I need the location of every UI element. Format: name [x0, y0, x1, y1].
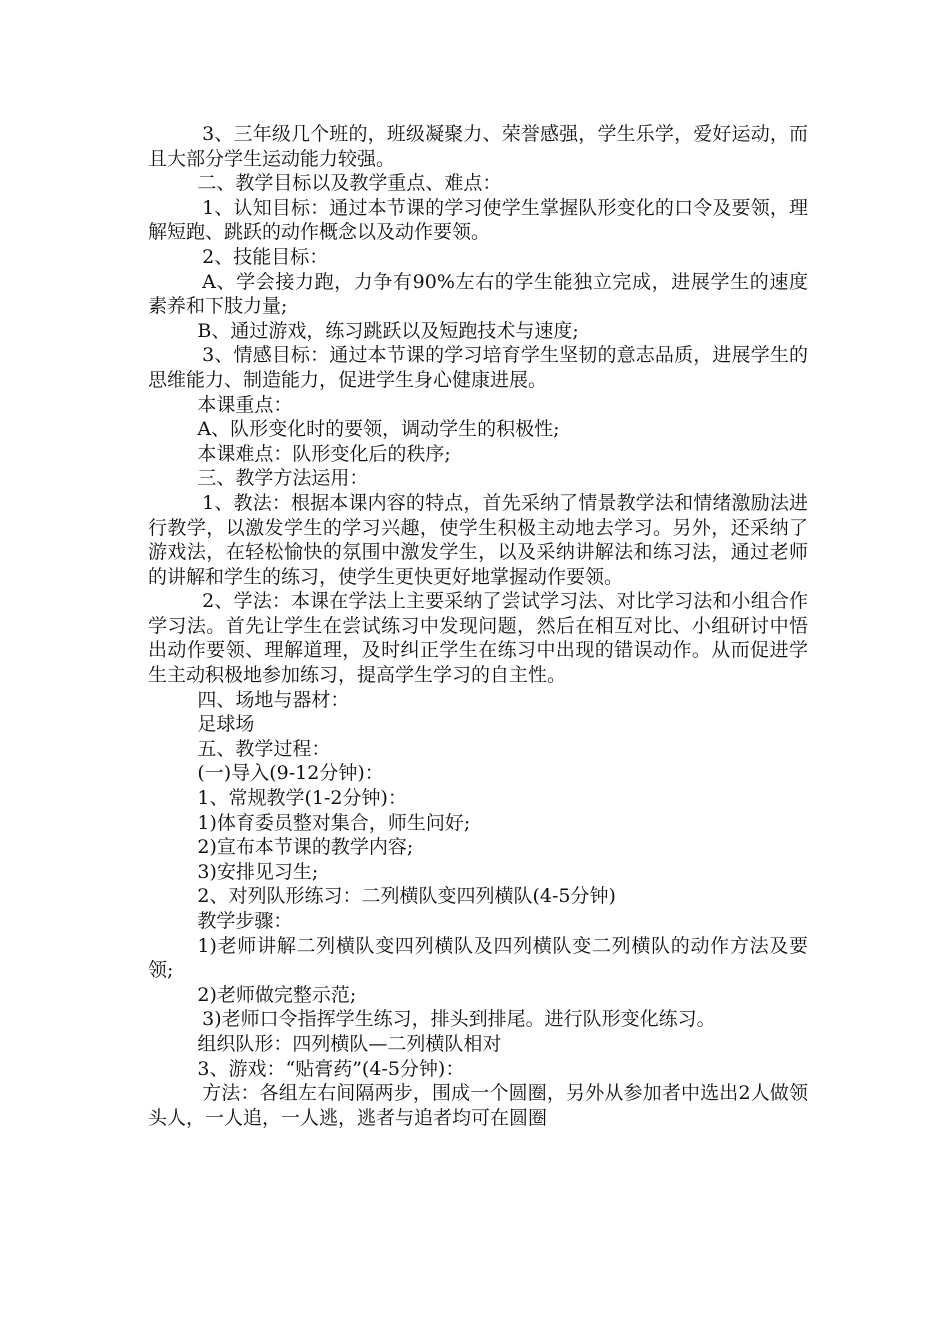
paragraph-learning-method: 2、学法：本课在学法上主要采纳了尝试学习法、对比学习法和小组合作学习法。首先让学生在尝试练习中发现问题，然后在相互对比、小组研讨中悟出动作要领、理解道理，及时纠正学生在练习中出现的错误动作。从而促进学生主动积极地参加练习，提高学生学习的自主性。	[148, 590, 808, 687]
paragraph-class-situation: 3、三年级几个班的，班级凝聚力、荣誉感强，学生乐学，爱好运动，而且大部分学生运动能力较强。	[148, 123, 808, 170]
paragraph-skill-goal-b: B、通过游戏，练习跳跃以及短跑技术与速度;	[197, 319, 579, 342]
paragraph-cognitive-goal: 1、认知目标：通过本节课的学习使学生掌握队形变化的口令及要领，理解短跑、跳跃的动作概念以及动作要领。	[148, 196, 808, 244]
paragraph-skill-goal-a: A、学会接力跑，力争有90%左右的学生能独立完成，进展学生的速度素养和下肢力量;	[148, 270, 808, 318]
paragraph-routine-step-2: 2)宣布本节课的教学内容;	[197, 836, 414, 859]
paragraph-emotional-goal: 3、情感目标：通过本节课的学习培育学生坚韧的意志品质，进展学生的思维能力、制造能力，促进学生身心健康进展。	[148, 344, 808, 391]
paragraph-formation-practice: 2、对列队形练习：二列横队变四列横队(4-5分钟)	[197, 885, 616, 908]
paragraph-game: 3、游戏：“贴膏药”(4-5分钟)：	[197, 1057, 465, 1080]
paragraph-venue: 足球场	[197, 713, 255, 736]
heading-teaching-methods: 三、教学方法运用：	[197, 467, 369, 490]
document-page	[148, 122, 808, 1130]
paragraph-key-point-a: A、队形变化时的要领，调动学生的积极性;	[197, 418, 560, 441]
paragraph-routine-teaching: 1、常规教学(1-2分钟)：	[197, 787, 407, 810]
paragraph-teaching-step-3: 3)老师口令指挥学生练习，排头到排尾。进行队形变化练习。	[202, 1008, 716, 1031]
paragraph-key-point-title: 本课重点：	[197, 393, 293, 416]
heading-teaching-goals: 二、教学目标以及教学重点、难点：	[197, 172, 502, 195]
paragraph-organization-formation: 组织队形：四列横队—二列横队相对	[197, 1032, 502, 1055]
paragraph-teaching-step-1: 1)老师讲解二列横队变四列横队及四列横队变二列横队的动作方法及要领;	[148, 934, 808, 982]
heading-venue-equipment: 四、场地与器材：	[197, 688, 350, 711]
paragraph-introduction: (一)导入(9-12分钟)：	[197, 762, 384, 785]
paragraph-difficulty: 本课难点：队形变化后的秩序;	[197, 442, 451, 465]
paragraph-teaching-step-2: 2)老师做完整示范;	[197, 983, 357, 1006]
paragraph-teaching-method: 1、教法：根据本课内容的特点，首先采纳了情景教学法和情绪激励法进行教学，以激发学生的学习兴趣，使学生积极主动地去学习。另外，还采纳了游戏法，在轻松愉快的氛围中激发学生，以及采纳讲解法和练习法，通过老师的讲解和学生的练习，使学生更快更好地掌握动作要领。	[148, 491, 808, 588]
paragraph-routine-step-3: 3)安排见习生;	[197, 860, 319, 883]
paragraph-routine-step-1: 1)体育委员整对集合，师生问好;	[197, 811, 471, 834]
heading-teaching-process: 五、教学过程：	[197, 737, 331, 760]
paragraph-game-method: 方法：各组左右间隔两步，围成一个圆圈，另外从参加者中选出2人做领头人，一人追，一人逃，逃者与追者均可在圆圈	[148, 1082, 808, 1129]
paragraph-skill-goal: 2、技能目标：	[202, 245, 329, 268]
paragraph-teaching-steps: 教学步骤：	[197, 910, 293, 932]
